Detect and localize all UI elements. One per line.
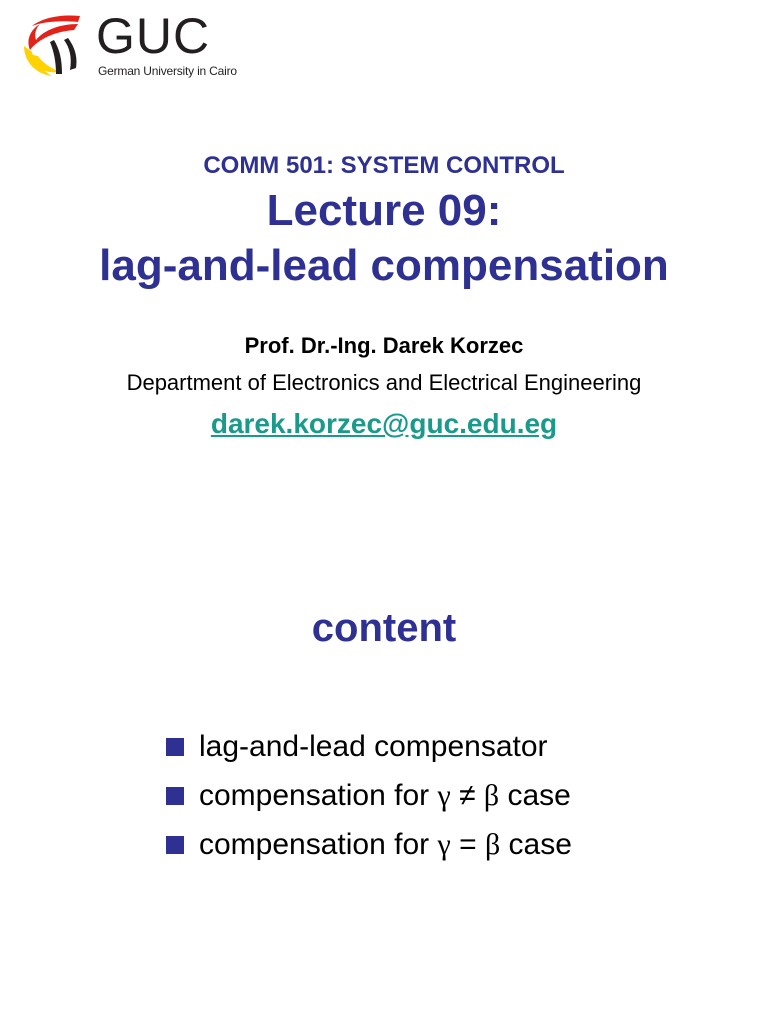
- lecture-title-line-1: Lecture 09:: [266, 186, 502, 235]
- guc-logo: [20, 8, 237, 82]
- square-bullet-icon: [166, 836, 184, 854]
- operator-symbol: =: [450, 827, 485, 861]
- logo-subtitle: German University in Cairo: [98, 64, 237, 78]
- author-email: [0, 408, 768, 440]
- content-heading: content: [311, 606, 457, 650]
- bullet-text: compensation for γ ≠ β case: [199, 778, 571, 812]
- bullet-text: compensation for γ = β case: [199, 827, 572, 861]
- department-name: Department of Electronics and Electrical Engineering: [126, 370, 642, 395]
- square-bullet-icon: [166, 787, 184, 805]
- list-item: [166, 771, 572, 820]
- beta-symbol: β: [483, 778, 500, 812]
- course-title: COMM 501: SYSTEM CONTROL: [203, 152, 565, 179]
- lecture-title-line-2: lag-and-lead compensation: [99, 241, 669, 290]
- operator-symbol: ≠: [450, 778, 484, 812]
- square-bullet-icon: [166, 738, 184, 756]
- gamma-symbol: γ: [437, 778, 451, 812]
- email-link[interactable]: darek.korzec@guc.edu.eg: [210, 408, 558, 439]
- bullet-text: lag-and-lead compensator: [199, 729, 548, 763]
- logo-wordmark: GUC: [96, 8, 211, 64]
- content-bullet-list: [166, 722, 572, 869]
- beta-symbol: β: [484, 827, 501, 861]
- author-name: Prof. Dr.-Ing. Darek Korzec: [244, 333, 524, 358]
- list-item: [166, 820, 572, 869]
- gamma-symbol: γ: [437, 827, 451, 861]
- guc-emblem-icon: [20, 12, 86, 78]
- list-item: [166, 722, 572, 771]
